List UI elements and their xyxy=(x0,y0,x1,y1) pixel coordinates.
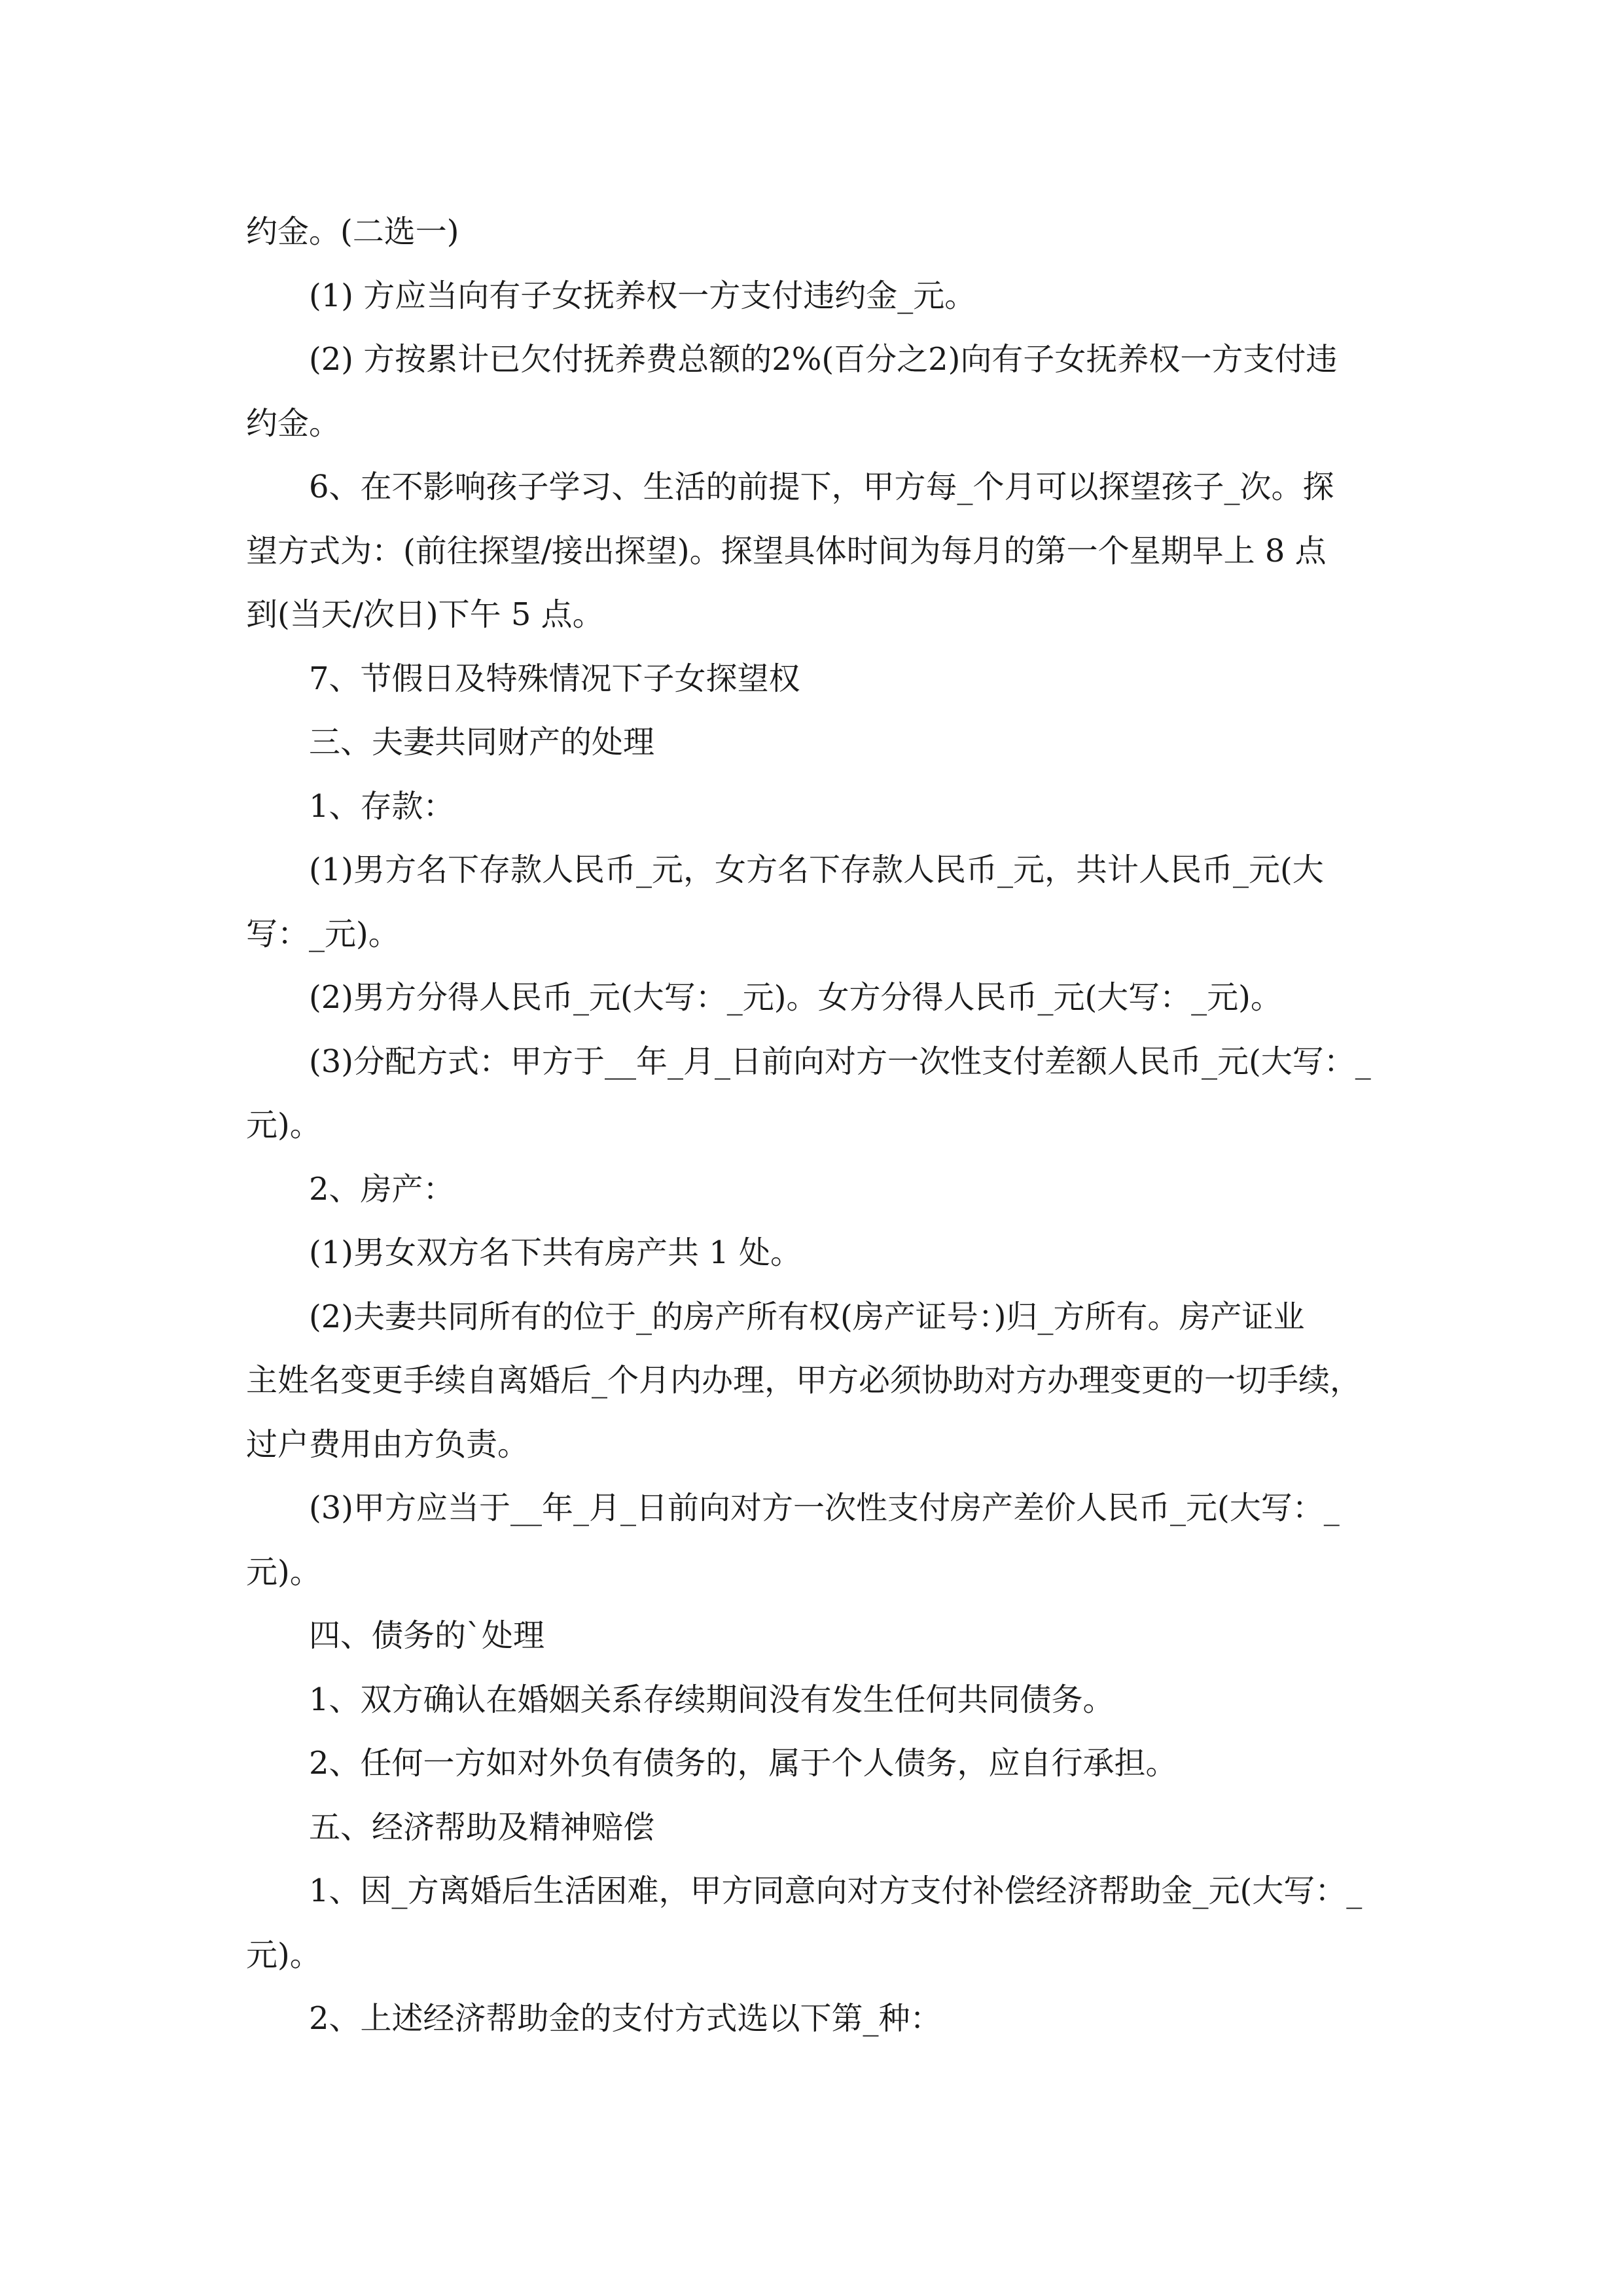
document-line: (1)男方名下存款人民币_元，女方名下存款人民币_元，共计人民币_元(大 xyxy=(309,852,1324,888)
document-line: (2)夫妻共同所有的位于_的房产所有权(房产证号：)归_方所有。房产证业 xyxy=(309,1298,1305,1335)
document-line: 1、双方确认在婚姻关系存续期间没有发生任何共同债务。 xyxy=(309,1681,1115,1718)
document-line: 四、债务的`处理 xyxy=(309,1617,545,1654)
document-line: 到(当天/次日)下午 5 点。 xyxy=(246,596,604,633)
document-line: 2、上述经济帮助金的支付方式选以下第_种： xyxy=(309,2000,942,2037)
document-line: 写：_元)。 xyxy=(246,915,400,952)
document-line: 1、因_方离婚后生活困难，甲方同意向对方支付补偿经济帮助金_元(大写：_ xyxy=(309,1873,1363,1909)
document-line: 望方式为：(前往探望/接出探望)。探望具体时间为每月的第一个星期早上 8 点 xyxy=(246,532,1327,569)
document-line: 7、节假日及特殊情况下子女探望权 xyxy=(309,660,800,697)
document-line: (2) 方按累计已欠付抚养费总额的2%(百分之2)向有子女抚养权一方支付违 xyxy=(309,341,1338,378)
document-line: 约金。 xyxy=(246,404,341,442)
document-line: 2、任何一方如对外负有债务的，属于个人债务，应自行承担。 xyxy=(309,1745,1177,1782)
document-body xyxy=(246,200,1424,2051)
document-line: 过户费用由方负责。 xyxy=(246,1426,529,1463)
document-line: 元)。 xyxy=(246,1936,321,1973)
document-line: 五、经济帮助及精神赔偿 xyxy=(309,1808,655,1846)
document-line: 元)。 xyxy=(246,1553,321,1590)
document-line: (1)男女双方名下共有房产共 1 处。 xyxy=(309,1234,802,1271)
document-line: 约金。(二选一) xyxy=(246,213,459,250)
document-line: 2、房产： xyxy=(309,1170,455,1208)
document-line: (2)男方分得人民币_元(大写：_元)。女方分得人民币_元(大写：_元)。 xyxy=(309,979,1282,1016)
document-line: 6、在不影响孩子学习、生活的前提下，甲方每_个月可以探望孩子_次。探 xyxy=(309,469,1334,505)
document-line: 三、夫妻共同财产的处理 xyxy=(309,724,655,761)
document-line: (1) 方应当向有子女抚养权一方支付违约金_元。 xyxy=(309,277,976,314)
document-line: 主姓名变更手续自离婚后_个月内办理，甲方必须协助对方办理变更的一切手续， xyxy=(246,1362,1362,1399)
document-line: 1、存款： xyxy=(309,787,455,825)
document-line: (3)甲方应当于__年_月_日前向对方一次性支付房产差价人民币_元(大写：_ xyxy=(309,1490,1340,1526)
document-line: (3)分配方式：甲方于__年_月_日前向对方一次性支付差额人民币_元(大写：_ xyxy=(309,1043,1371,1080)
document-line: 元)。 xyxy=(246,1107,321,1143)
